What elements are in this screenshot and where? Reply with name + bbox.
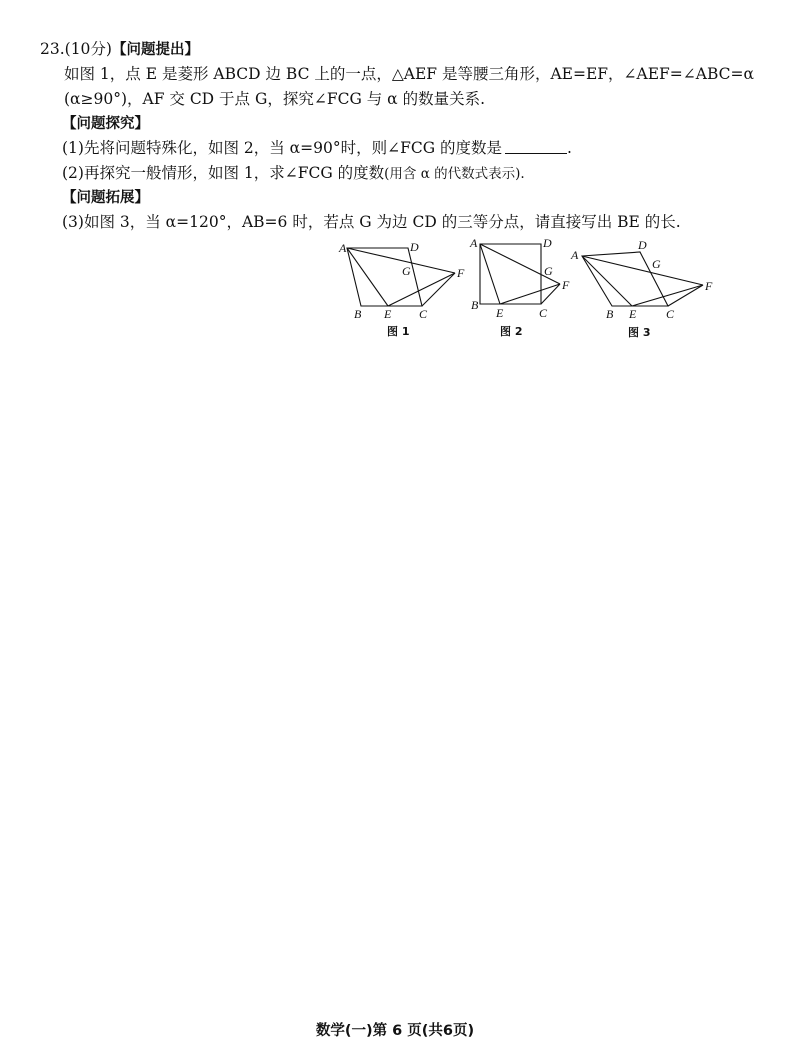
subquestion-1-end: . xyxy=(567,139,572,157)
fig1-label-f: F xyxy=(457,266,465,280)
fig1-label-g: G xyxy=(402,264,411,278)
question-header xyxy=(40,39,199,60)
fig2-label-e: E xyxy=(496,306,504,320)
page-footer: 数学(一)第 6 页(共6页) xyxy=(315,1023,475,1039)
fig2-caption: 图 2 xyxy=(500,325,523,338)
intro-line-2: (α≥90°)，AF 交 CD 于点 G，探究∠FCG 与 α 的数量关系. xyxy=(64,90,486,108)
subquestion-1-text: (1)先将问题特殊化，如图 2，当 α=90°时，则∠FCG 的度数是 xyxy=(62,139,503,157)
fig3-label-d: D xyxy=(638,238,647,252)
fig3-label-e: E xyxy=(629,307,637,321)
fig2-label-g: G xyxy=(544,264,553,278)
fig3-segment-ef xyxy=(632,285,703,306)
fig1-label-e: E xyxy=(384,307,392,321)
fig3-segment-af xyxy=(582,256,703,285)
figure-3 xyxy=(582,252,703,306)
geometry-figures xyxy=(330,232,730,344)
intro-line-1: 如图 1，点 E 是菱形 ABCD 边 BC 上的一点，△AEF 是等腰三角形，AE=EF，∠AEF=∠ABC=α xyxy=(64,65,754,83)
fig1-segment-ef xyxy=(388,273,455,306)
fig3-segment-cf xyxy=(668,285,703,306)
fig2-label-c: C xyxy=(539,306,548,320)
fig1-label-b: B xyxy=(354,307,362,321)
section-heading-propose: 【问题提出】 xyxy=(111,42,199,58)
fig3-label-f: F xyxy=(705,279,713,293)
fig1-label-d: D xyxy=(410,240,419,254)
fig3-caption: 图 3 xyxy=(628,326,651,339)
answer-blank xyxy=(505,139,567,154)
question-number-score: 23.(10分) xyxy=(40,40,112,58)
fig1-segment-cf xyxy=(422,273,455,306)
fig2-label-b: B xyxy=(471,298,479,312)
subquestion-2-note: (用含 α 的代数式表示). xyxy=(384,166,525,182)
fig2-label-d: D xyxy=(543,236,552,250)
section-heading-extend: 【问题拓展】 xyxy=(62,190,149,206)
fig1-segment-af xyxy=(347,248,455,273)
fig1-label-a: A xyxy=(339,241,347,255)
fig3-label-a: A xyxy=(571,248,579,262)
fig1-caption: 图 1 xyxy=(387,325,410,338)
section-heading-explore: 【问题探究】 xyxy=(62,116,149,132)
fig3-label-c: C xyxy=(666,307,675,321)
fig2-square xyxy=(480,244,541,304)
figure-1 xyxy=(347,248,455,306)
fig1-segment-ae xyxy=(347,248,388,306)
fig3-label-b: B xyxy=(606,307,614,321)
fig2-label-f: F xyxy=(562,278,570,292)
subquestion-2 xyxy=(62,163,525,184)
fig3-label-g: G xyxy=(652,257,661,271)
subquestion-2-text: (2)再探究一般情形，如图 1，求∠FCG 的度数 xyxy=(62,164,385,182)
fig1-label-c: C xyxy=(419,307,428,321)
fig2-label-a: A xyxy=(470,236,478,250)
subquestion-1 xyxy=(62,138,572,158)
subquestion-3: (3)如图 3，当 α=120°，AB=6 时，若点 G 为边 CD 的三等分点，请直接写出 BE 的长. xyxy=(62,213,681,231)
